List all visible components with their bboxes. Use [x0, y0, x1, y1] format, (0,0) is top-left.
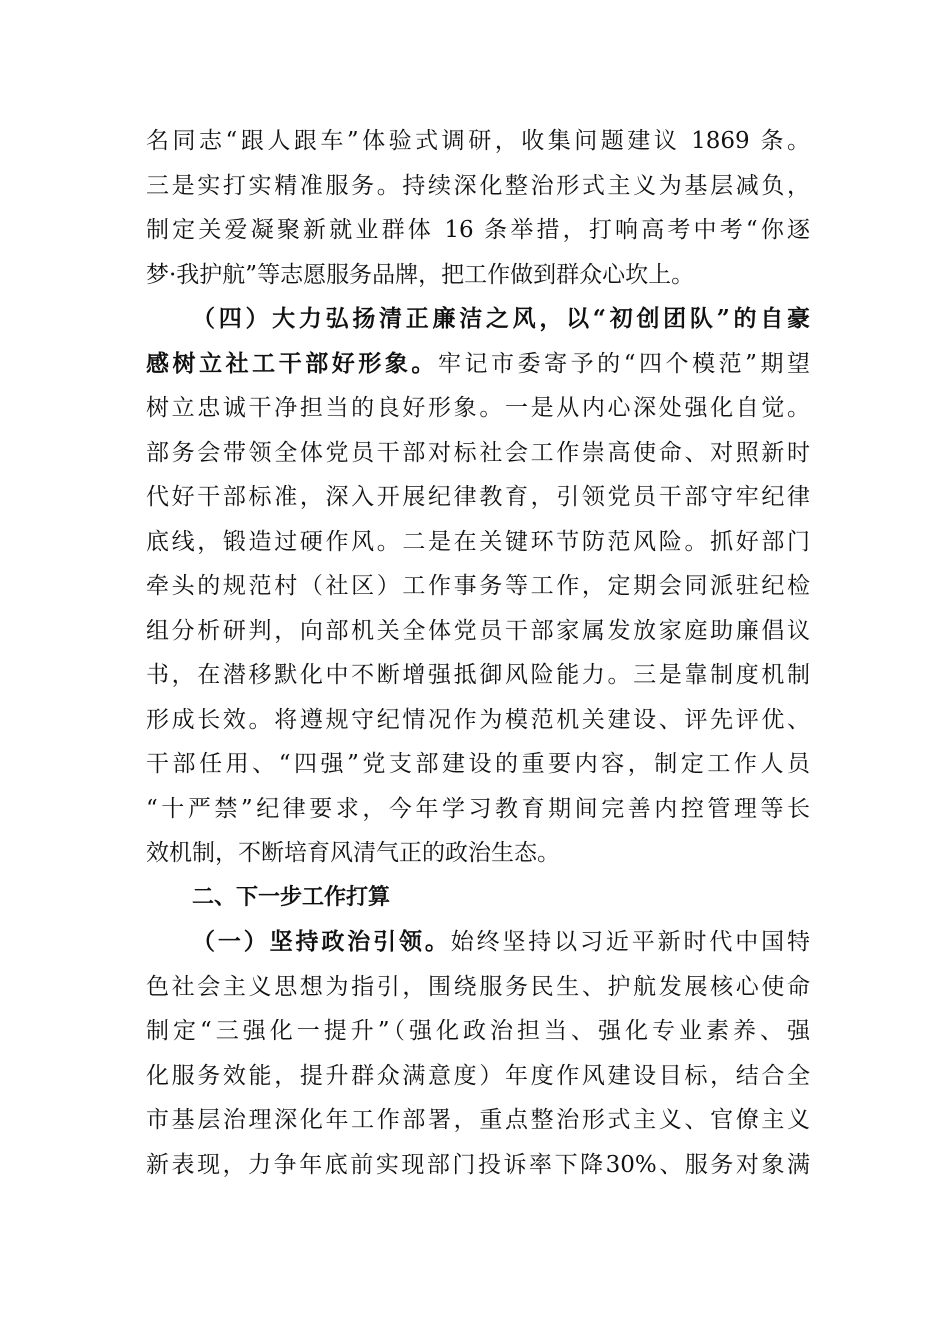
text-line: [146, 920, 810, 965]
section-heading-four: （四）大力弘扬清正廉洁之风，以“初创团队”的自豪: [192, 305, 810, 332]
text-line: 制定“三强化一提升”（强化政治担当、强化专业素养、强: [146, 1018, 810, 1044]
text-line: 形成长效。将遵规守纪情况作为模范机关建设、评先评优、: [146, 706, 810, 733]
text-line: “十严禁”纪律要求，今年学习教育期间完善内控管理等长: [146, 795, 810, 822]
text-line: 色社会主义思想为指引，围绕服务民生、护航发展核心使命: [146, 973, 810, 1000]
text-line: 代好干部标准，深入开展纪律教育，引领党员干部守牢纪律: [146, 484, 810, 510]
text-line: 干部任用、“四强”党支部建设的重要内容，制定工作人员: [146, 751, 810, 777]
text-line: 牵头的规范村（社区）工作事务等工作，定期会同派驻纪检: [146, 573, 810, 599]
section-title-next-steps: 二、下一步工作打算: [192, 884, 391, 910]
text-line: 制定关爱凝聚新就业群体 16 条举措，打响高考中考“你逐: [146, 217, 810, 243]
text-line: 组分析研判，向部机关全体党员干部家属发放家庭助廉倡议: [146, 617, 810, 644]
text-line: 书，在潜移默化中不断增强抵御风险能力。三是靠制度机制: [146, 662, 810, 688]
section-heading-four-continued: 感树立社工干部好形象。: [146, 349, 438, 377]
text-line: 名同志“跟人跟车”体验式调研，收集问题建议 1869 条。: [146, 128, 810, 154]
text-line: 三是实打实精准服务。持续深化整治形式主义为基层减负，: [146, 172, 810, 199]
text-line: 化服务效能，提升群众满意度）年度作风建设目标，结合全: [146, 1062, 810, 1089]
subsection-heading-one: （一）坚持政治引领。: [192, 928, 451, 955]
text-line: 效机制，不断培育风清气正的政治生态。: [146, 840, 560, 866]
text-line: 部务会带领全体党员干部对标社会工作崇高使命、对照新时: [146, 439, 810, 466]
text-fragment: 始终坚持以习近平新时代中国特: [450, 929, 811, 955]
document-body: [146, 119, 810, 1187]
text-line: 树立忠诚干净担当的良好形象。一是从内心深处强化自觉。: [146, 395, 810, 421]
text-line: 市基层治理深化年工作部署，重点整治形式主义、官僚主义: [146, 1107, 810, 1133]
text-line: 底线，锻造过硬作风。二是在关键环节防范风险。抓好部门: [146, 528, 810, 555]
text-line: 新表现，力争年底前实现部门投诉率下降30%、服务对象满: [146, 1151, 810, 1178]
text-fragment: 牢记市委寄予的“四个模范”期望: [437, 350, 810, 377]
text-line: [146, 342, 810, 387]
text-line: 梦·我护航”等志愿服务品牌，把工作做到群众心坎上。: [146, 261, 695, 288]
